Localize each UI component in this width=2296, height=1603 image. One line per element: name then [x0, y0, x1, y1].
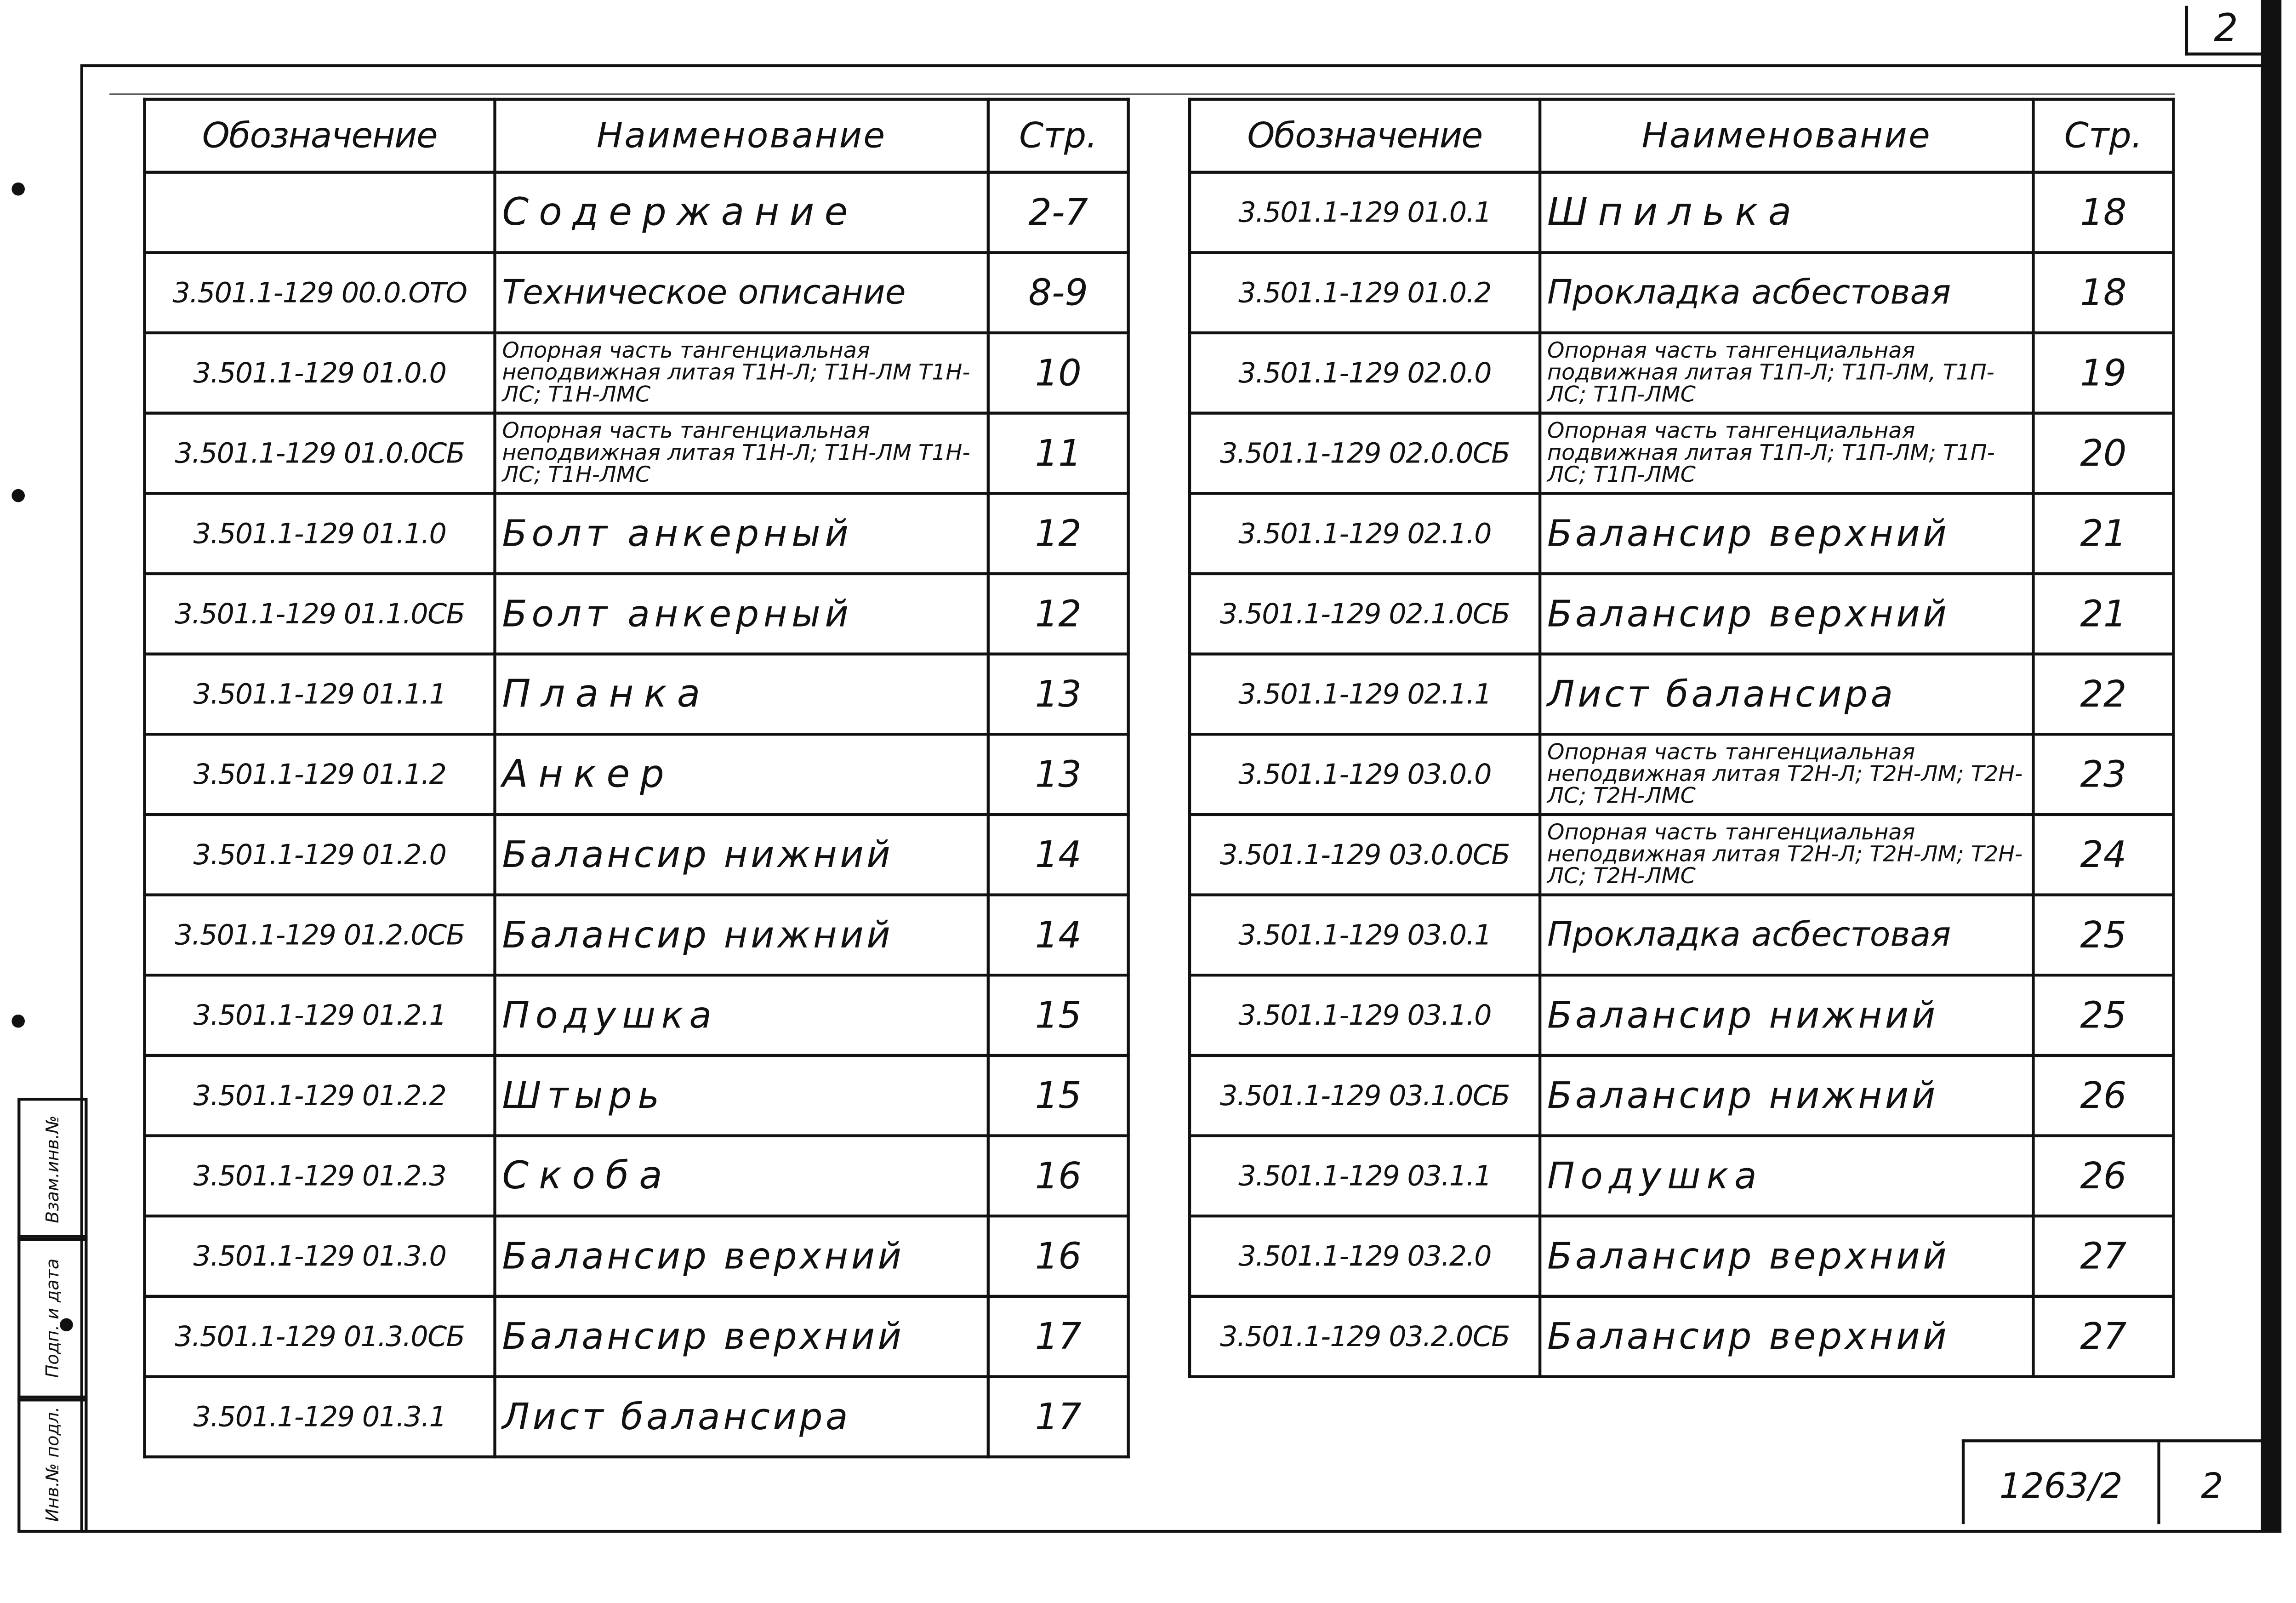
row-name: Подушка: [1540, 1136, 2033, 1216]
row-name: Опорная часть тангенциальная неподвижная литая Т1Н-Л; Т1Н-ЛМ Т1Н-ЛС; Т1Н-ЛМС: [495, 413, 988, 494]
table-row: [1190, 1055, 2173, 1136]
stamp-inv-orig: [17, 1396, 87, 1533]
row-code: 3.501.1-129 01.2.0СБ: [144, 895, 495, 975]
row-code: 3.501.1-129 03.0.0: [1190, 734, 1540, 815]
row-name: Балансир нижний: [1540, 975, 2033, 1055]
row-name: Лист балансира: [1540, 654, 2033, 735]
row-code: 3.501.1-129 01.0.0: [144, 333, 495, 413]
table-row: [1190, 413, 2173, 494]
row-page: 10: [988, 333, 1128, 413]
row-page: 21: [2033, 493, 2173, 574]
table-row: [1190, 654, 2173, 735]
row-name: Балансир верхний: [495, 1296, 988, 1377]
table-row: [144, 413, 1128, 494]
row-code: 3.501.1-129 00.0.ОТО: [144, 252, 495, 333]
row-page: 26: [2033, 1055, 2173, 1136]
table-row: [1190, 1216, 2173, 1296]
stamp-label: Взам.инв.№: [42, 1115, 63, 1223]
row-page: 18: [2033, 172, 2173, 253]
stamp-sign-date: [17, 1235, 87, 1401]
row-page: 14: [988, 815, 1128, 895]
row-page: 16: [988, 1136, 1128, 1216]
table-row: [144, 574, 1128, 654]
row-page: 11: [988, 413, 1128, 494]
row-code: 3.501.1-129 03.2.0СБ: [1190, 1296, 1540, 1377]
table-row: [1190, 815, 2173, 895]
row-page: 12: [988, 574, 1128, 654]
row-code: 3.501.1-129 01.3.1: [144, 1376, 495, 1457]
row-code: 3.501.1-129 03.1.1: [1190, 1136, 1540, 1216]
row-page: 2-7: [988, 172, 1128, 253]
row-name: Шпилька: [1540, 172, 2033, 253]
row-name: Техническое описание: [495, 252, 988, 333]
row-page: 17: [988, 1376, 1128, 1457]
header-page: Стр.: [988, 99, 1128, 172]
row-code: 3.501.1-129 01.0.0СБ: [144, 413, 495, 494]
row-code: 3.501.1-129 01.1.0СБ: [144, 574, 495, 654]
row-name: Балансир верхний: [495, 1216, 988, 1296]
row-page: 13: [988, 654, 1128, 735]
row-code: 3.501.1-129 03.1.0СБ: [1190, 1055, 1540, 1136]
table-row: [144, 1216, 1128, 1296]
row-code: 3.501.1-129 02.0.0: [1190, 333, 1540, 413]
row-code: 3.501.1-129 02.1.0СБ: [1190, 574, 1540, 654]
row-page: 25: [2033, 975, 2173, 1055]
table-row: [1190, 172, 2173, 253]
header-designation: Обозначение: [144, 99, 495, 172]
scan-edge-bar: [2261, 0, 2281, 1533]
row-name: Балансир верхний: [1540, 493, 2033, 574]
row-name: Опорная часть тангенциальная подвижная литая Т1П-Л; Т1П-ЛМ, Т1П-ЛС; Т1П-ЛМС: [1540, 333, 2033, 413]
row-page: 27: [2033, 1216, 2173, 1296]
contents-table-right: [1188, 98, 2175, 1378]
row-code: 3.501.1-129 02.1.0: [1190, 493, 1540, 574]
row-code: 3.501.1-129 01.2.1: [144, 975, 495, 1055]
table-row: [144, 1055, 1128, 1136]
stamp-label: Подп. и дата: [42, 1258, 63, 1378]
row-page: 14: [988, 895, 1128, 975]
row-name: Содержание: [495, 172, 988, 253]
row-code: 3.501.1-129 03.1.0: [1190, 975, 1540, 1055]
row-name: Штырь: [495, 1055, 988, 1136]
table-row: [144, 252, 1128, 333]
row-page: 23: [2033, 734, 2173, 815]
row-page: 18: [2033, 252, 2173, 333]
table-row: [144, 1296, 1128, 1377]
table-row: [144, 895, 1128, 975]
punch-mark: [11, 489, 25, 502]
row-page: 13: [988, 734, 1128, 815]
row-page: 8-9: [988, 252, 1128, 333]
row-page: 17: [988, 1296, 1128, 1377]
row-name: Прокладка асбестовая: [1540, 895, 2033, 975]
row-code: 3.501.1-129 03.0.0СБ: [1190, 815, 1540, 895]
row-code: 3.501.1-129 01.2.0: [144, 815, 495, 895]
table-row: [1190, 1296, 2173, 1377]
row-name: Опорная часть тангенциальная неподвижная литая Т2Н-Л; Т2Н-ЛМ; Т2Н-ЛС; Т2Н-ЛМС: [1540, 734, 2033, 815]
header-name: Наименование: [1540, 99, 2033, 172]
sheet-number: 2: [2201, 1466, 2223, 1507]
table-row: [144, 734, 1128, 815]
row-name: Балансир нижний: [495, 895, 988, 975]
row-code: 3.501.1-129 01.3.0: [144, 1216, 495, 1296]
header-name: Наименование: [495, 99, 988, 172]
table-row: [1190, 1136, 2173, 1216]
table-row: [1190, 333, 2173, 413]
row-page: 12: [988, 493, 1128, 574]
row-name: Скоба: [495, 1136, 988, 1216]
row-name: Подушка: [495, 975, 988, 1055]
table-row: [1190, 734, 2173, 815]
row-page: 16: [988, 1216, 1128, 1296]
row-name: Болт анкерный: [495, 493, 988, 574]
table-row: [1190, 252, 2173, 333]
header-page: Стр.: [2033, 99, 2173, 172]
table-row: [144, 1136, 1128, 1216]
row-code: 3.501.1-129 01.0.2: [1190, 252, 1540, 333]
row-page: 26: [2033, 1136, 2173, 1216]
table-header-row: [144, 99, 1128, 172]
punch-mark: [11, 1015, 25, 1028]
table-row: [144, 493, 1128, 574]
row-code: 3.501.1-129 01.2.2: [144, 1055, 495, 1136]
row-name: Балансир нижний: [1540, 1055, 2033, 1136]
row-name: Опорная часть тангенциальная неподвижная литая Т1Н-Л; Т1Н-ЛМ Т1Н-ЛС; Т1Н-ЛМС: [495, 333, 988, 413]
row-name: Опорная часть тангенциальная подвижная литая Т1П-Л; Т1П-ЛМ; Т1П-ЛС; Т1П-ЛМС: [1540, 413, 2033, 494]
row-page: 22: [2033, 654, 2173, 735]
row-page: 20: [2033, 413, 2173, 494]
title-block: [1962, 1439, 2264, 1524]
row-name: Анкер: [495, 734, 988, 815]
punch-mark: [11, 183, 25, 196]
row-page: 24: [2033, 815, 2173, 895]
table-row: [144, 172, 1128, 253]
row-code: 3.501.1-129 02.0.0СБ: [1190, 413, 1540, 494]
row-page: 27: [2033, 1296, 2173, 1377]
table-row: [144, 333, 1128, 413]
table-row: [144, 815, 1128, 895]
row-page: 25: [2033, 895, 2173, 975]
row-page: 15: [988, 975, 1128, 1055]
table-row: [144, 975, 1128, 1055]
stamp-inv-dup: [17, 1098, 87, 1241]
row-page: 15: [988, 1055, 1128, 1136]
table-row: [1190, 574, 2173, 654]
row-name: Балансир верхний: [1540, 1216, 2033, 1296]
row-page: 19: [2033, 333, 2173, 413]
row-code: 3.501.1-129 01.1.0: [144, 493, 495, 574]
row-code: 3.501.1-129 03.2.0: [1190, 1216, 1540, 1296]
table-row: [144, 1376, 1128, 1457]
contents-table-left: [143, 98, 1130, 1459]
table-row: [1190, 493, 2173, 574]
row-name: Балансир нижний: [495, 815, 988, 895]
table-row: [1190, 895, 2173, 975]
row-name: Планка: [495, 654, 988, 735]
row-code: 3.501.1-129 01.2.3: [144, 1136, 495, 1216]
row-name: Лист балансира: [495, 1376, 988, 1457]
row-code: 3.501.1-129 02.1.1: [1190, 654, 1540, 735]
row-name: Балансир верхний: [1540, 1296, 2033, 1377]
row-code: 3.501.1-129 03.0.1: [1190, 895, 1540, 975]
table-row: [144, 654, 1128, 735]
row-page: 21: [2033, 574, 2173, 654]
row-code: 3.501.1-129 01.0.1: [1190, 172, 1540, 253]
row-name: Опорная часть тангенциальная неподвижная литая Т2Н-Л; Т2Н-ЛМ; Т2Н-ЛС; Т2Н-ЛМС: [1540, 815, 2033, 895]
document-number: 1263/2: [1965, 1442, 2160, 1524]
header-designation: Обозначение: [1190, 99, 1540, 172]
row-name: Балансир верхний: [1540, 574, 2033, 654]
sheet-number-corner: 2: [2185, 6, 2264, 56]
row-code: 3.501.1-129 01.3.0СБ: [144, 1296, 495, 1377]
table-header-row: [1190, 99, 2173, 172]
row-name: Прокладка асбестовая: [1540, 252, 2033, 333]
row-code: [144, 172, 495, 253]
frame-inner-top-line: [109, 93, 2175, 95]
stamp-label: Инв.№ подл.: [42, 1406, 63, 1522]
row-code: 3.501.1-129 01.1.2: [144, 734, 495, 815]
table-row: [1190, 975, 2173, 1055]
row-code: 3.501.1-129 01.1.1: [144, 654, 495, 735]
row-name: Болт анкерный: [495, 574, 988, 654]
